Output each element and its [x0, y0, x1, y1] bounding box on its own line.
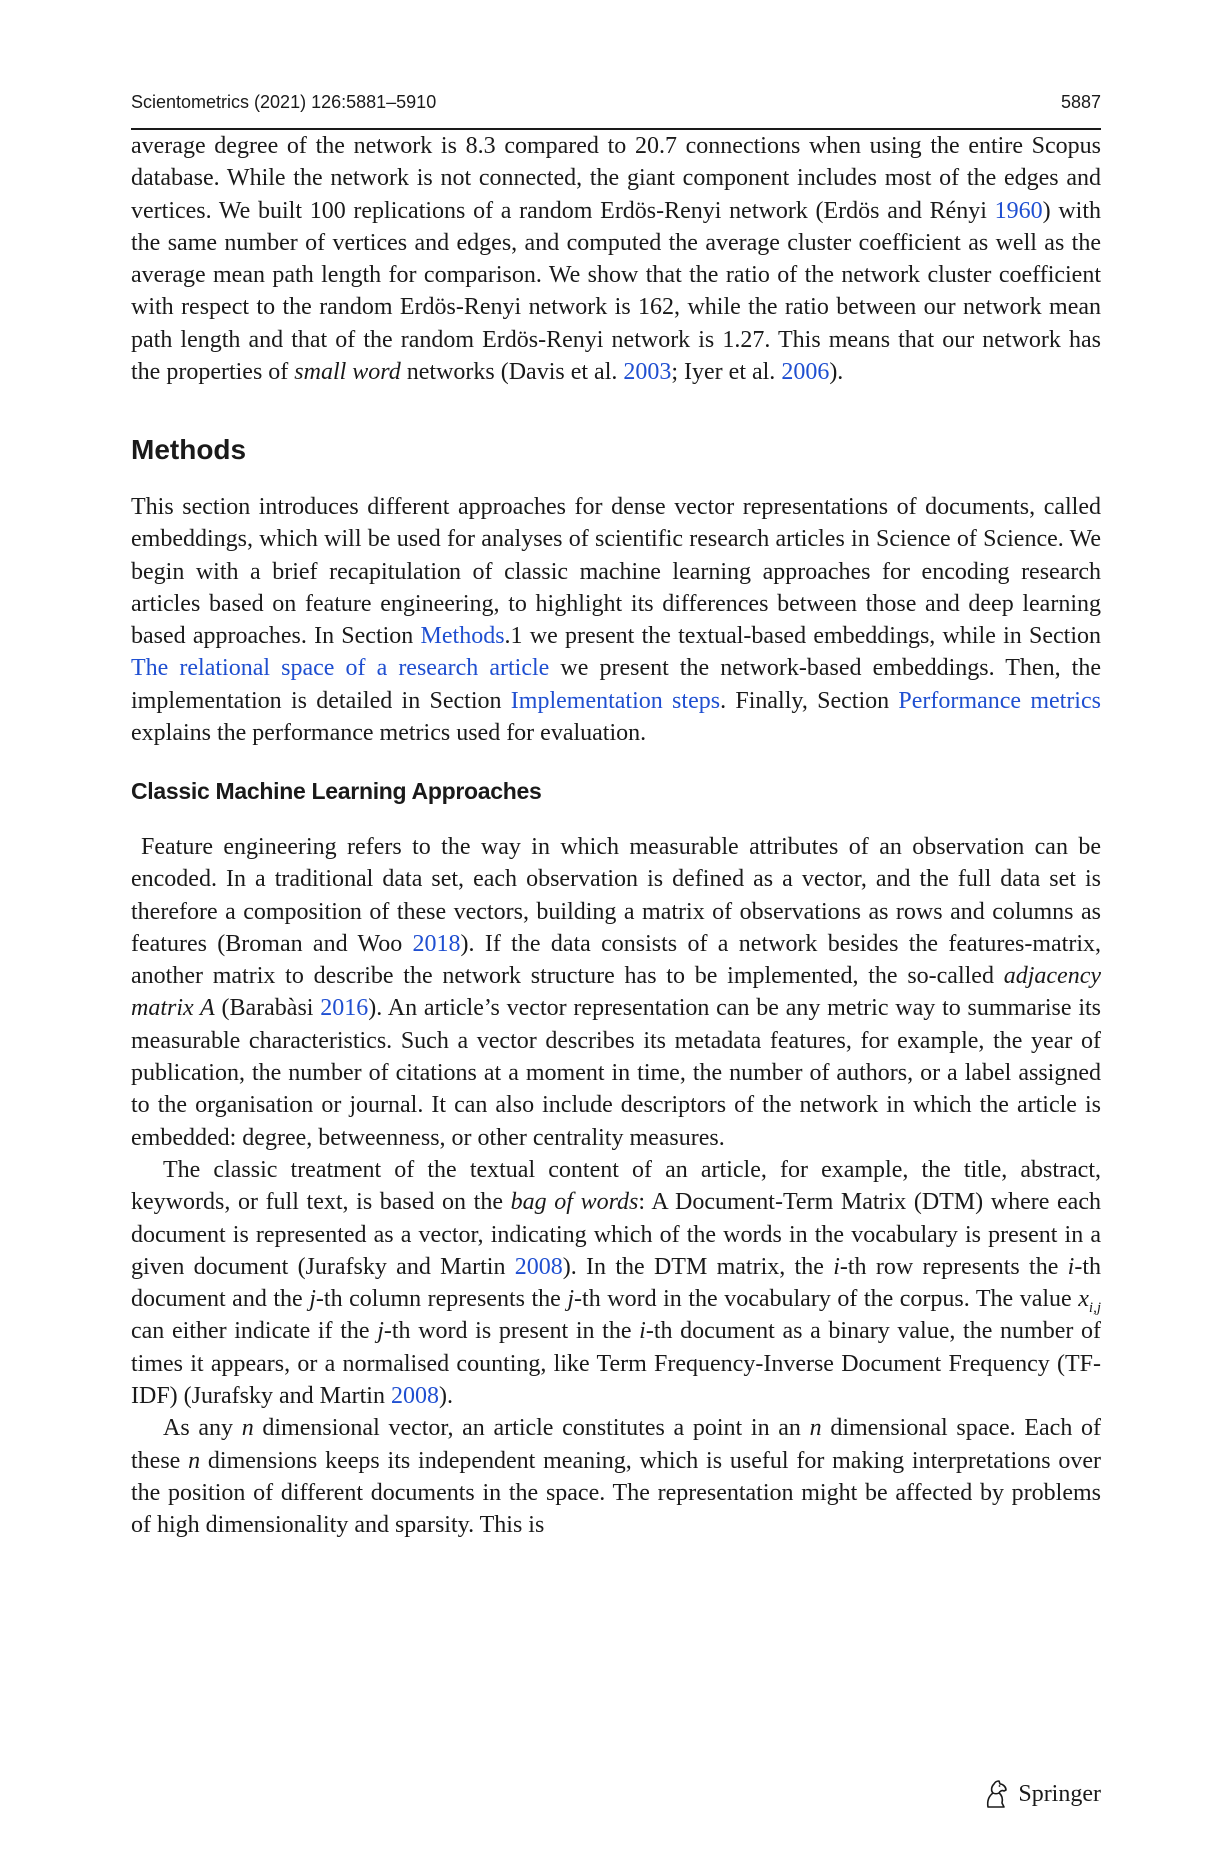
- section-heading-methods: Methods: [131, 434, 247, 465]
- journal-citation: Scientometrics (2021) 126:5881–5910: [131, 92, 437, 112]
- journal-page: [131, 0, 1101, 1851]
- paragraph-feature-engineering: Feature engineering refers to the way in which measurable attributes of an observation can be encoded. In a traditional data set, each observation is defined as a vector, and the full data set is therefore a composition of these vectors, building a matrix of observations as rows and columns as features (Broman and Woo 2018). If the data consists of a network besides the features-matrix, another matrix to describe the network structure has to be implemented, the so-called adjacency matrix A (Barabàsi 2016). An article’s vector representation can be any metric way to summarise its measurable characteristics. Such a vector describes its metadata features, for example, the year of publication, the number of citations at a moment in time, the number of authors, or a label assigned to the organisation or journal. It can also include descriptors of the network in which the article is embedded: degree, betweenness, or other centrality measures.: [131, 834, 1102, 1151]
- continued-paragraph: [131, 130, 1101, 388]
- paragraph-network-properties: average degree of the network is 8.3 compared to 20.7 connections when using the entire Scopus database. While the network is not connected, the giant component includes most of the edges and vertices. We built 100 replications of a random Erdös-Renyi network (Erdös and Rényi 1960) with the same number of vertices and edges, and computed the average cluster coefficient as well as the average mean path length for comparison. We show that the ratio of the network cluster coefficient with respect to the random Erdös-Renyi network is 162, while the ratio between our network mean path length and that of the random Erdös-Renyi network is 1.27. This means that our network has the properties of small word networks (Davis et al. 2003; Iyer et al. 2006).: [131, 133, 1101, 386]
- citation-link-2006[interactable]: 2006: [781, 359, 830, 386]
- paragraph-n-dimensional: As any n dimensional vector, an article constitutes a point in an n dimensional space. Each of these n dimensions keeps its independent meaning, which is useful for making interpretations over the position of different documents in the space. The representation might be affected by problems of high dimensionality and sparsity. This is: [131, 1415, 1102, 1539]
- publisher-name: Springer: [1018, 1780, 1101, 1807]
- paragraph-bag-of-words: The classic treatment of the textual content of an article, for example, the title, abstract, keywords, or full text, is based on the bag of words: A Document-Term Matrix (DTM) where each document is represented as a vector, indicating which of the words in the vocabulary is present in a given document (Jurafsky and Martin 2008). In the DTM matrix, the i-th row represents the i-th document and the j-th column represents the j-th word in the vocabulary of the corpus. The value $x_{i,j}$ can either indicate if the j-th word is present in the i-th document as a binary value, the number of times it appears, or a normalised counting, like Term Frequency-Inverse Document Frequency (TF-IDF) (Jurafsky and Martin 2008).: [131, 1156, 1102, 1410]
- springer-horse-icon: [982, 1779, 1010, 1809]
- section-link-implementation-steps[interactable]: Implementation steps: [510, 687, 721, 714]
- citation-link-2008-b[interactable]: 2008: [390, 1383, 439, 1410]
- methods-intro: [131, 491, 1101, 749]
- section-link-methods[interactable]: Methods: [420, 623, 505, 650]
- citation-link-2016[interactable]: 2016: [320, 995, 369, 1022]
- section-link-performance-metrics[interactable]: Performance metrics: [898, 687, 1101, 714]
- citation-link-2008-a[interactable]: 2008: [514, 1253, 563, 1280]
- paragraph-methods-intro: This section introduces different approaches for dense vector representations of documents, called embeddings, which will be used for analyses of scientific research articles in Science of Science. We begin with a brief recapitulation of classic machine learning approaches for encoding research articles based on feature engineering, to highlight its differences between those and deep learning based approaches. In Section Methods.1 we present the textual-based embeddings, while in Section The relational space of a research article we present the network-based embeddings. Then, the implementation is detailed in Section Implementation steps. Finally, Section Performance metrics explains the performance metrics used for evaluation.: [131, 494, 1101, 747]
- citation-link-2003[interactable]: 2003: [623, 359, 672, 386]
- citation-link-1960[interactable]: 1960: [994, 197, 1043, 224]
- subsection-heading-classic-ml: Classic Machine Learning Approaches: [131, 778, 542, 804]
- publisher-footer: [982, 1777, 1101, 1811]
- section-link-relational-space[interactable]: The relational space of a research article: [131, 655, 550, 682]
- citation-link-2018[interactable]: 2018: [412, 930, 461, 957]
- page-number: 5887: [1060, 92, 1101, 112]
- running-head: [131, 90, 1101, 130]
- classic-ml-body: [131, 831, 1101, 1542]
